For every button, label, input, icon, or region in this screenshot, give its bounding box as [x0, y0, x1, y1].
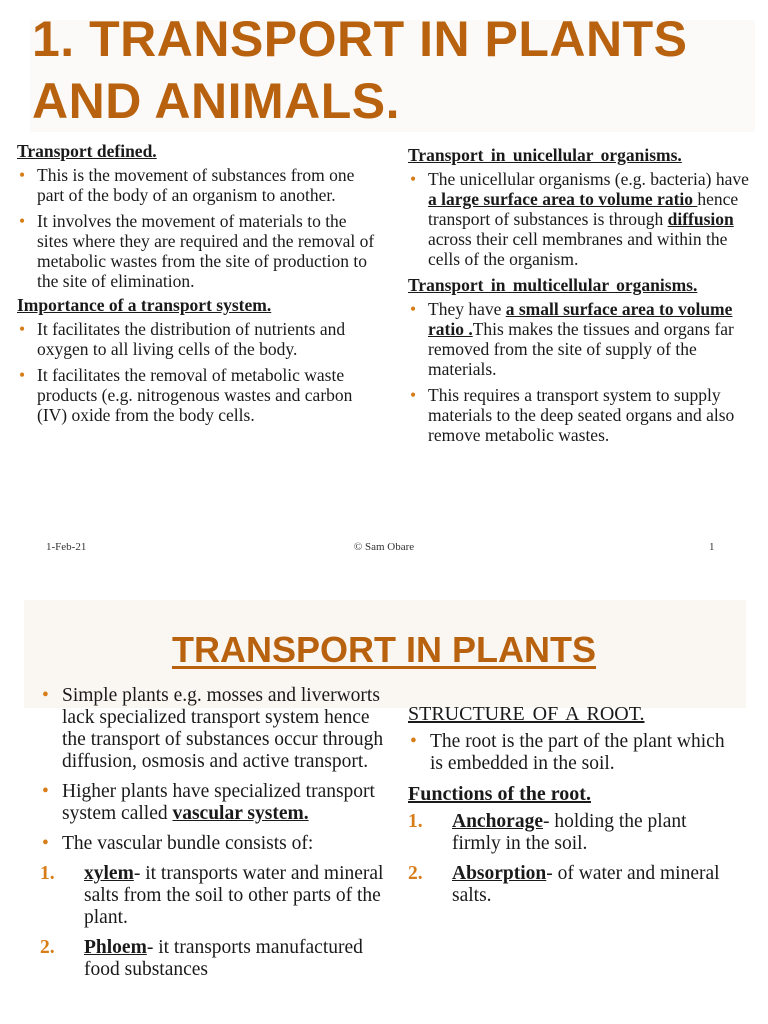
- item-number: 2.: [408, 863, 423, 884]
- term: Phloem: [84, 937, 147, 958]
- bullet-list: [40, 685, 385, 855]
- list-item: • This requires a transport system to supply materials to the deep seated organs and also remove metabolic wastes.: [408, 385, 753, 445]
- bullet-list: [408, 169, 753, 269]
- text: The unicellular organisms (e.g. bacteria) have: [428, 169, 749, 189]
- term: Anchorage: [452, 811, 543, 832]
- term: Absorption: [452, 863, 547, 884]
- footer-date: 1-Feb-21: [46, 541, 87, 553]
- right-column: [408, 703, 738, 915]
- emphasis: a large surface area to volume ratio: [428, 189, 698, 209]
- text: This makes the tissues and organs far removed from the site of supply of the materials.: [428, 319, 734, 379]
- left-column: [17, 141, 377, 431]
- text: hence transport of substances is through: [428, 189, 739, 229]
- text: - it transports manufactured food substances: [84, 937, 363, 980]
- numbered-list: [408, 811, 738, 907]
- list-item: [408, 299, 753, 379]
- list-item: [40, 781, 385, 825]
- list-item: • The root is the part of the plant which is embedded in the soil.: [408, 731, 738, 775]
- bullet-list: [408, 299, 753, 445]
- list-item: [408, 811, 738, 855]
- text: - it transports water and mineral salts from the soil to other parts of the plant.: [84, 863, 384, 928]
- bullet-list: [408, 731, 738, 775]
- text: - of water and mineral salts.: [452, 863, 720, 906]
- heading-multicellular: Transport in multicellular organisms.: [408, 275, 698, 295]
- list-item: • Simple plants e.g. mosses and liverworts lack specialized transport system hence the transport of substances occur through diffusion, osmosis and active transport.: [40, 685, 385, 773]
- heading-unicellular: Transport in unicellular organisms.: [408, 145, 682, 165]
- footer-page-number: 1: [709, 541, 715, 553]
- heading-functions-of-root: Functions of the root.: [408, 783, 591, 805]
- left-column: [40, 685, 385, 989]
- text: - holding the plant firmly in the soil.: [452, 811, 687, 854]
- text: They have: [428, 299, 506, 319]
- right-column: [408, 145, 753, 451]
- slide-2: [0, 575, 768, 1024]
- item-number: 1.: [40, 863, 55, 884]
- emphasis: vascular system.: [172, 803, 309, 824]
- slide-title: TRANSPORT IN PLANTS: [171, 629, 596, 670]
- text: across their cell membranes and within the cells of the organism.: [428, 229, 728, 269]
- heading-importance: Importance of a transport system.: [17, 295, 272, 315]
- item-number: 2.: [40, 937, 55, 958]
- emphasis: a small surface area to volume ratio .: [428, 299, 733, 339]
- heading-transport-defined: Transport defined.: [17, 141, 157, 161]
- list-item: • This is the movement of substances from one part of the body of an organism to another.: [17, 165, 377, 205]
- numbered-list: [40, 863, 385, 981]
- list-item: [408, 863, 738, 907]
- list-item: • The vascular bundle consists of:: [40, 833, 385, 855]
- list-item: [40, 937, 385, 981]
- emphasis: diffusion: [667, 209, 734, 229]
- list-item: • It involves the movement of materials to the sites where they are required and the removal of metabolic wastes from the site of production to the site of elimination.: [17, 211, 377, 291]
- bullet-list: [17, 319, 377, 425]
- slide-title: 1. TRANSPORT IN PLANTS AND ANIMALS.: [32, 11, 688, 129]
- heading-structure-of-root: STRUCTURE OF A ROOT.: [408, 703, 645, 725]
- list-item: • It facilitates the removal of metabolic waste products (e.g. nitrogenous wastes and carbon (IV) oxide from the body cells.: [17, 365, 377, 425]
- text: Higher plants have specialized transport system called: [62, 781, 375, 824]
- list-item: [408, 169, 753, 269]
- list-item: • It facilitates the distribution of nutrients and oxygen to all living cells of the body.: [17, 319, 377, 359]
- term: xylem: [84, 863, 134, 884]
- bullet-list: [17, 165, 377, 291]
- list-item: [40, 863, 385, 929]
- footer-author: © Sam Obare: [353, 541, 415, 553]
- item-number: 1.: [408, 811, 423, 832]
